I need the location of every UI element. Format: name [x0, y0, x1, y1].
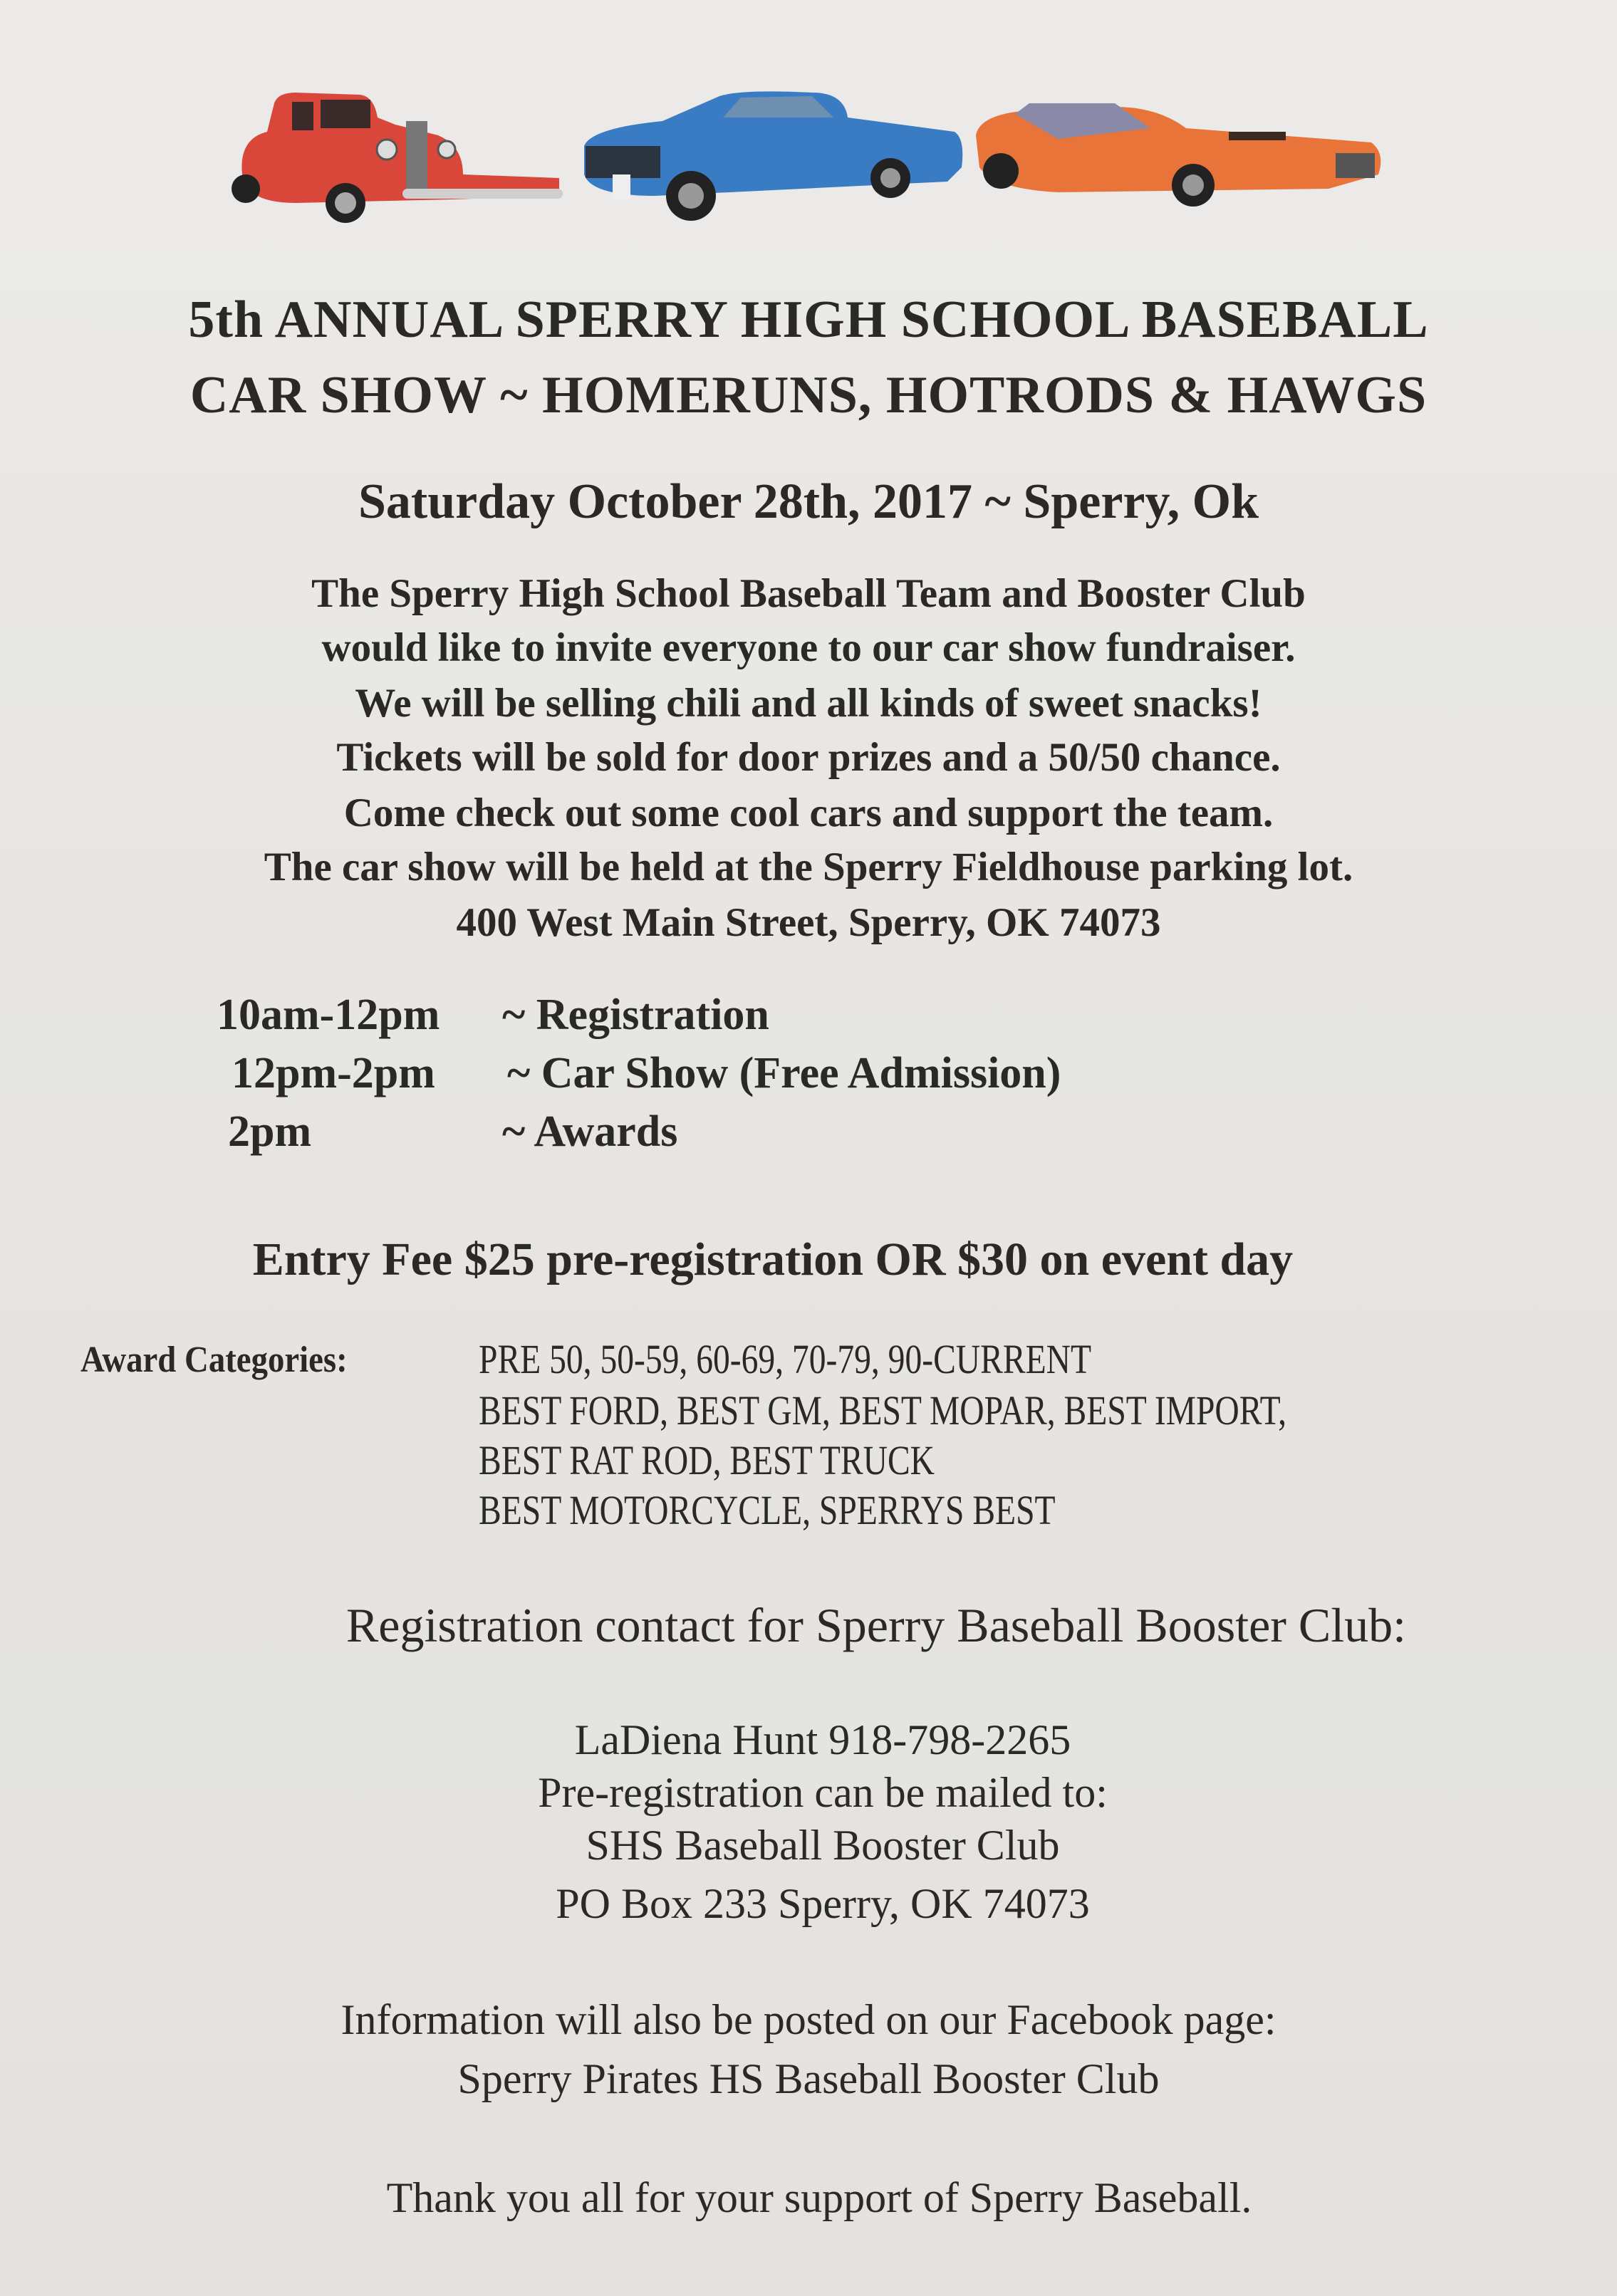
registration-contact-heading: Registration contact for Sperry Baseball Booster Club: [345, 1598, 1407, 1652]
schedule-event: ~ Car Show (Free Admission) [507, 1049, 1061, 1097]
schedule-time: 10am-12pm [217, 991, 440, 1039]
address-line: 400 West Main Street, Sperry, OK 74073 [456, 900, 1161, 945]
facebook-page-name: Sperry Pirates HS Baseball Booster Club [457, 2055, 1160, 2102]
title-line-2: CAR SHOW ~ HOMERUNS, HOTRODS & HAWGS [189, 366, 1428, 424]
intro-line: would like to invite everyone to our car show fundraiser. [321, 625, 1296, 670]
orange-muscle-car-image [972, 100, 1385, 221]
intro-line: The Sperry High School Baseball Team and Booster Club [311, 571, 1306, 616]
intro-line: Come check out some cool cars and support the team. [343, 790, 1274, 835]
schedule-time: 2pm [228, 1107, 312, 1156]
contact-line: Pre-registration can be mailed to: [538, 1769, 1108, 1816]
contact-line: PO Box 233 Sperry, OK 74073 [556, 1880, 1090, 1927]
intro-line: We will be selling chili and all kinds of sweet snacks! [355, 681, 1262, 726]
contact-line: LaDiena Hunt 918-798-2265 [574, 1716, 1071, 1763]
thank-you-line: Thank you all for your support of Sperry Baseball. [386, 2174, 1252, 2221]
intro-line: The car show will be held at the Sperry Fieldhouse parking lot. [264, 845, 1353, 889]
red-hotrod-image [224, 89, 573, 224]
contact-line: SHS Baseball Booster Club [586, 1822, 1060, 1869]
event-date: Saturday October 28th, 2017 ~ Sperry, Ok [358, 474, 1259, 529]
entry-fee: Entry Fee $25 pre-registration OR $30 on event day [252, 1233, 1294, 1285]
award-categories-label: Award Categories: [80, 1340, 348, 1380]
award-category-line: BEST FORD, BEST GM, BEST MOPAR, BEST IMPORT, [479, 1387, 1287, 1434]
schedule-time: 12pm-2pm [232, 1049, 435, 1097]
facebook-info-line: Information will also be posted on our Facebook page: [340, 1996, 1277, 2043]
award-category-line: PRE 50, 50-59, 60-69, 70-79, 90-CURRENT [479, 1336, 1092, 1382]
intro-line: Tickets will be sold for door prizes and a 50/50 chance. [336, 735, 1281, 780]
schedule-event: ~ Awards [502, 1107, 678, 1156]
schedule-event: ~ Registration [502, 991, 769, 1039]
title-line-1: 5th ANNUAL SPERRY HIGH SCHOOL BASEBALL [188, 291, 1429, 349]
award-category-line: BEST MOTORCYCLE, SPERRYS BEST [479, 1487, 1056, 1533]
blue-muscle-car-image [577, 89, 969, 224]
award-category-line: BEST RAT ROD, BEST TRUCK [479, 1437, 935, 1483]
